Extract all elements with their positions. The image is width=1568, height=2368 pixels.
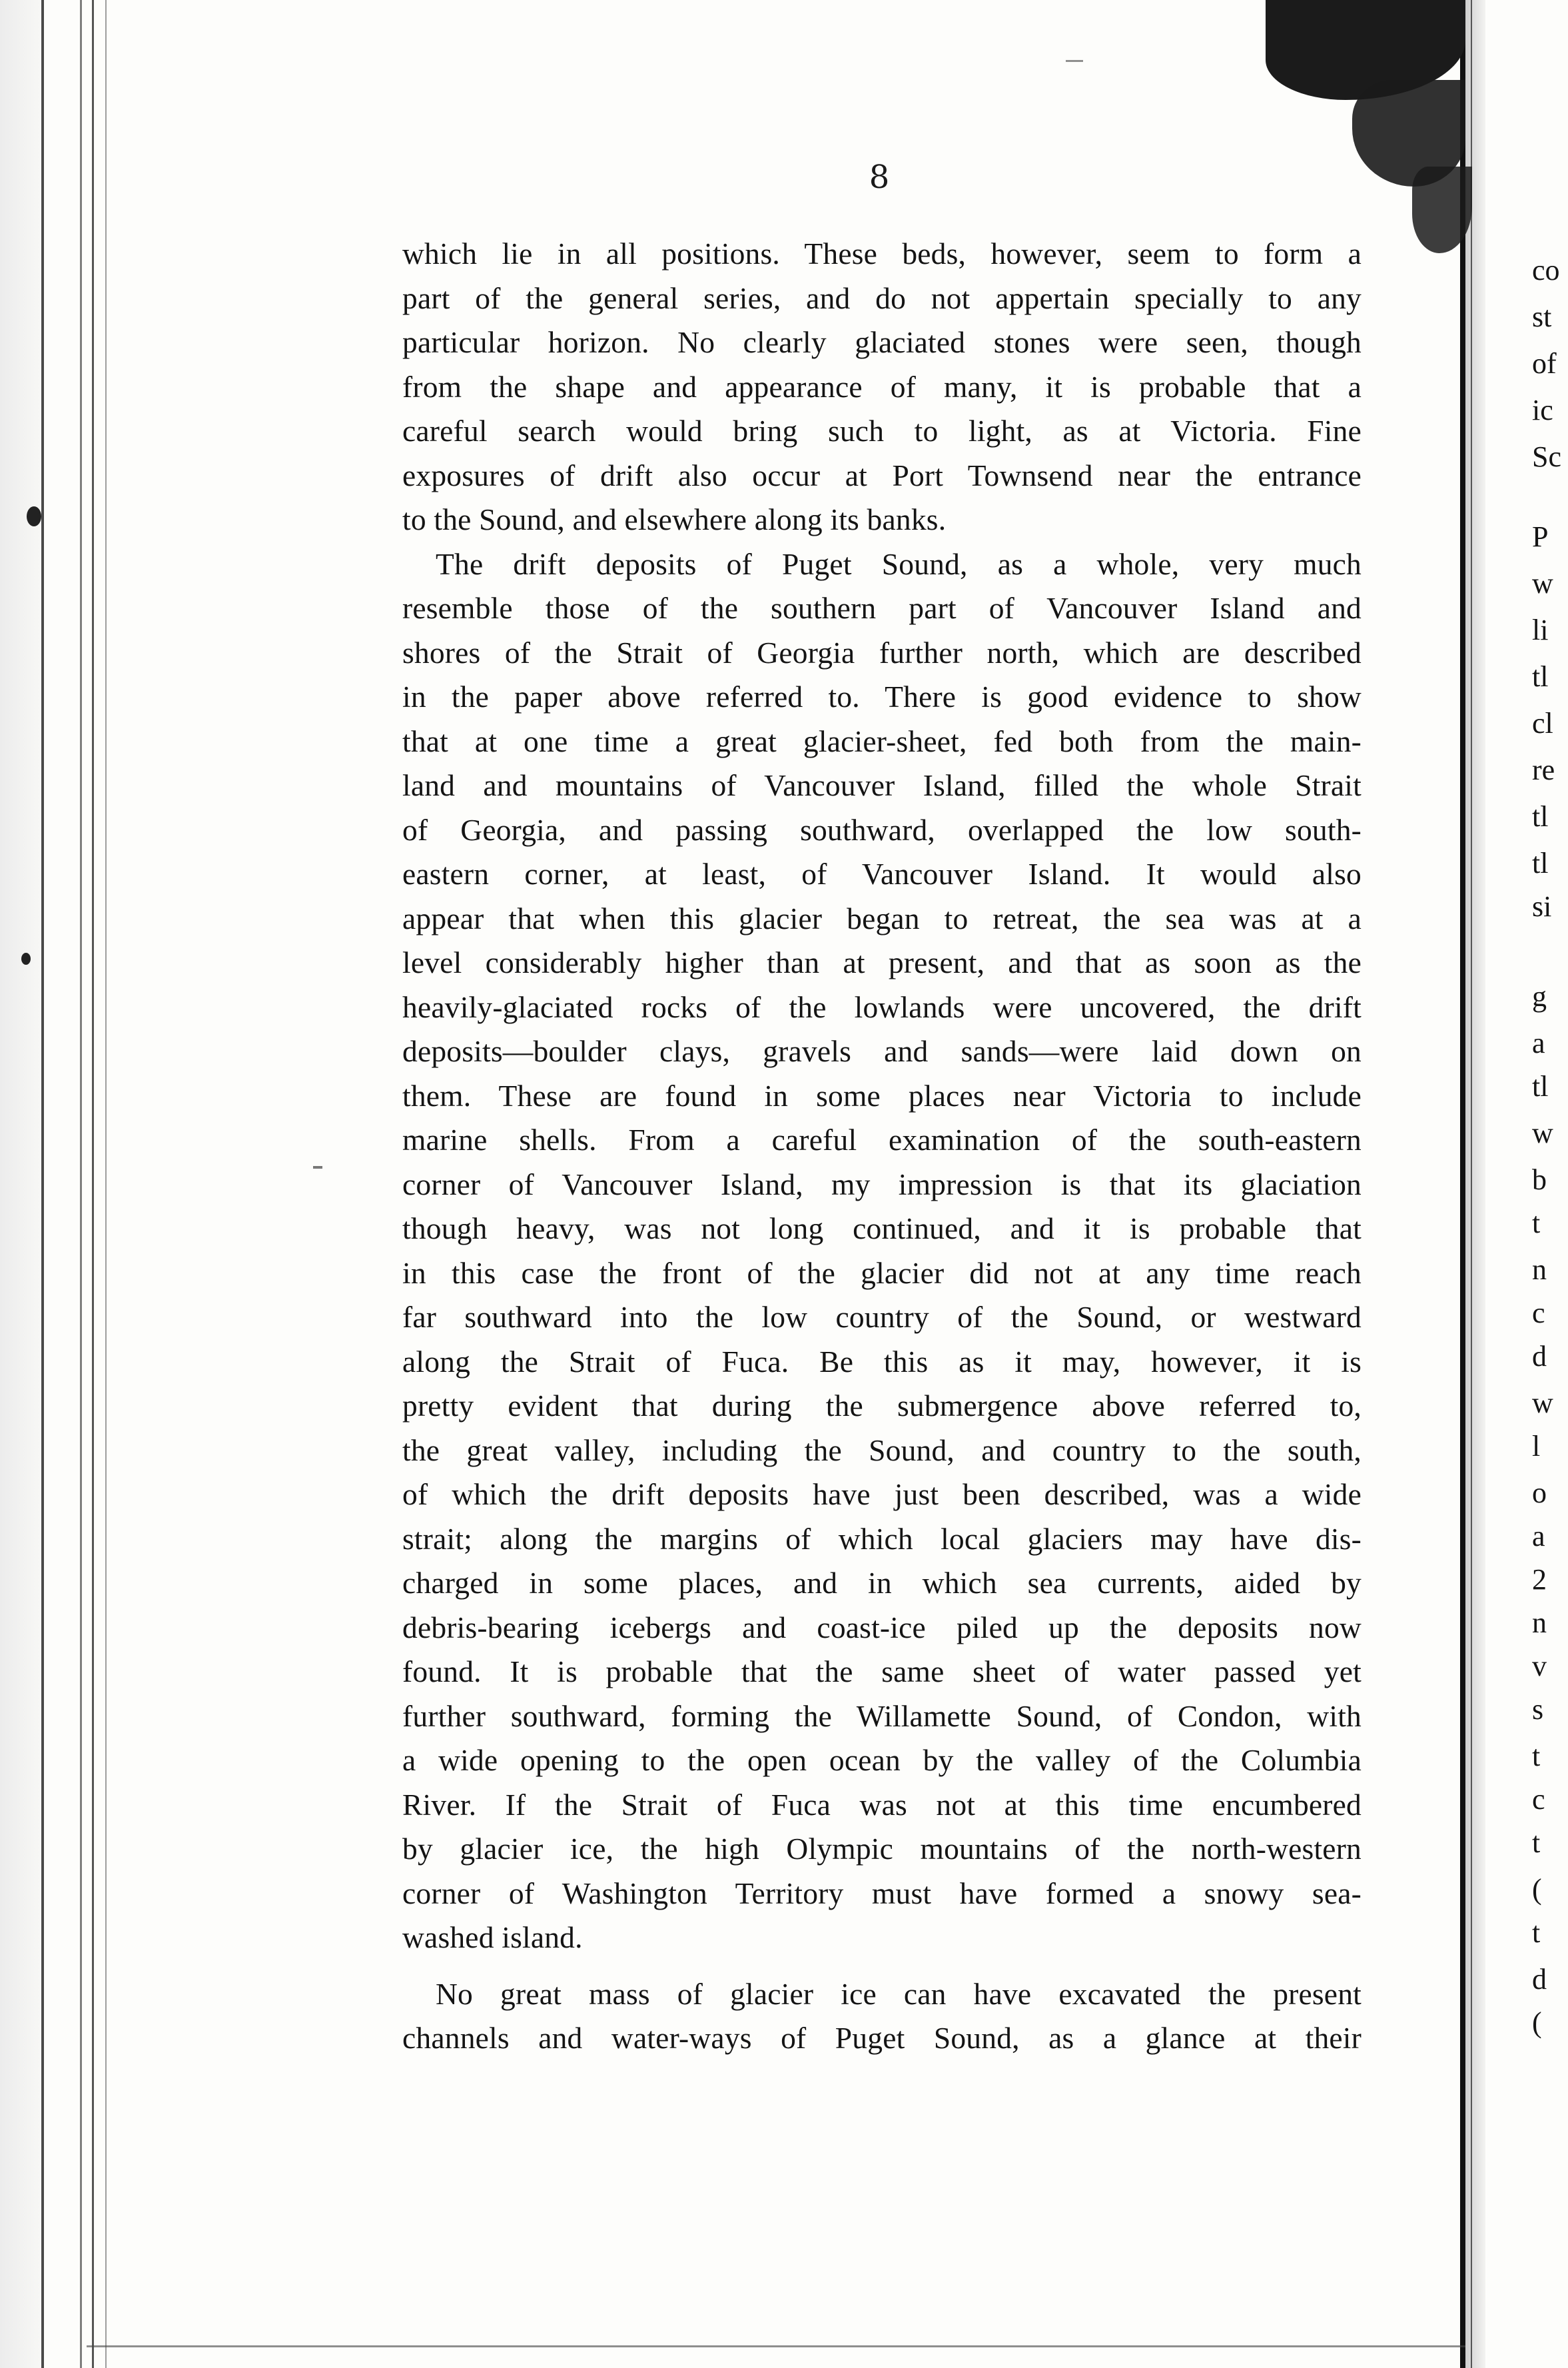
text-line: River. If the Strait of Fuca was not at this time encumbered <box>402 1787 1362 1822</box>
text-line: to the Sound, and elsewhere along its banks. <box>402 502 947 536</box>
text-line: of Georgia, and passing southward, overlapped the low south- <box>402 812 1362 847</box>
gutter-line <box>1460 0 1465 2368</box>
facing-page-text: b <box>1532 1163 1547 1196</box>
text-line: charged in some places, and in which sea currents, aided by <box>402 1566 1362 1600</box>
text-line: though heavy, was not long continued, and it is probable that <box>402 1211 1362 1245</box>
facing-page-text: li <box>1532 614 1549 646</box>
facing-page-text: g <box>1532 980 1547 1013</box>
text-line: corner of Vancouver Island, my impression is that its glaciation <box>402 1167 1362 1201</box>
facing-page-text: d <box>1532 1963 1547 1996</box>
text-line: part of the general series, and do not appertain specially to any <box>402 281 1362 315</box>
text-line: The drift deposits of Puget Sound, as a whole, very much <box>436 546 1362 581</box>
text-line: marine shells. From a careful examination of the south-eastern <box>402 1123 1362 1157</box>
text-line: eastern corner, at least, of Vancouver Island. It would also <box>402 857 1362 891</box>
text-line: in this case the front of the glacier did not at any time reach <box>402 1255 1362 1290</box>
text-line: in the paper above referred to. There is good evidence to show <box>402 680 1362 714</box>
text-line: them. These are found in some places near Victoria to include <box>402 1078 1362 1113</box>
text-line: which lie in all positions. These beds, however, seem to form a <box>402 237 1362 271</box>
facing-page-text: s <box>1532 1693 1544 1726</box>
text-line: exposures of drift also occur at Port Townsend near the entrance <box>402 458 1362 492</box>
text-line: appear that when this glacier began to retreat, the sea was at a <box>402 901 1362 935</box>
text-line: debris-bearing icebergs and coast-ice piled up the deposits now <box>402 1610 1362 1644</box>
paragraph <box>402 232 1362 542</box>
page-number: 8 <box>869 159 890 196</box>
text-line: by glacier ice, the high Olympic mountains of the north-western <box>402 1832 1362 1866</box>
facing-page-text: t <box>1532 1207 1541 1239</box>
text-line: of which the drift deposits have just been described, was a wide <box>402 1477 1362 1511</box>
facing-page-text: a <box>1532 1520 1545 1552</box>
text-line: shores of the Strait of Georgia further north, which are described <box>402 635 1362 670</box>
paragraph <box>402 542 1362 1960</box>
binding-edge-line <box>92 0 94 2368</box>
text-line: from the shape and appearance of many, it is probable that a <box>402 369 1362 404</box>
facing-page-text: a <box>1532 1027 1545 1059</box>
text-line: along the Strait of Fuca. Be this as it may, however, it is <box>402 1344 1362 1379</box>
facing-page-text: co <box>1532 254 1560 287</box>
facing-page-text: tl <box>1532 1070 1549 1103</box>
facing-page-text: c <box>1532 1297 1545 1329</box>
scan-speck <box>1066 60 1083 62</box>
text-line: corner of Washington Territory must have formed a snowy sea- <box>402 1876 1362 1910</box>
scan-speck <box>27 506 41 526</box>
text-line: washed island. <box>402 1920 583 1954</box>
text-line: particular horizon. No clearly glaciated stones were seen, though <box>402 325 1362 359</box>
facing-page-text: t <box>1532 1916 1541 1949</box>
facing-page-text: t <box>1532 1826 1541 1859</box>
body-text <box>402 232 1362 2061</box>
text-line: careful search would bring such to light, as at Victoria. Fine <box>402 414 1362 448</box>
paragraph <box>402 1972 1362 2061</box>
text-line: deposits—boulder clays, gravels and sands—were laid down on <box>402 1034 1362 1068</box>
text-line: far southward into the low country of the Sound, or westward <box>402 1300 1362 1334</box>
text-line: land and mountains of Vancouver Island, filled the whole Strait <box>402 768 1362 802</box>
facing-page-text: si <box>1532 890 1552 923</box>
facing-page-text: 2 <box>1532 1563 1547 1596</box>
facing-page-text: w <box>1532 1117 1553 1149</box>
facing-page-text: n <box>1532 1606 1547 1639</box>
facing-page-text: l <box>1532 1430 1541 1463</box>
facing-page-text: cl <box>1532 707 1553 740</box>
binding-edge-line <box>105 0 107 2368</box>
gutter-line <box>1471 0 1472 2368</box>
binding-edge-line <box>41 0 44 2368</box>
facing-page-text: Sc <box>1532 440 1561 473</box>
facing-page-text: n <box>1532 1253 1547 1286</box>
facing-page-fragment <box>1532 0 1568 2368</box>
scan-speck <box>313 1166 322 1169</box>
facing-page-text: w <box>1532 567 1553 600</box>
page-bottom-edge <box>87 2345 1465 2347</box>
paragraph-gap <box>402 1960 1362 1972</box>
text-line: heavily-glaciated rocks of the lowlands were uncovered, the drift <box>402 989 1362 1024</box>
text-line: further southward, forming the Willamette Sound, of Condon, with <box>402 1698 1362 1733</box>
facing-page-text: of <box>1532 347 1557 380</box>
facing-page-text: tl <box>1532 800 1549 833</box>
text-line: a wide opening to the open ocean by the valley of the Columbia <box>402 1743 1362 1777</box>
facing-page-text: tl <box>1532 660 1549 693</box>
text-line: found. It is probable that the same sheet of water passed yet <box>402 1654 1362 1688</box>
text-line: No great mass of glacier ice can have excavated the present <box>436 1976 1362 2011</box>
facing-page-text: o <box>1532 1477 1547 1509</box>
text-line: strait; along the margins of which local glaciers may have dis- <box>402 1521 1362 1556</box>
scan-speck <box>21 953 31 965</box>
facing-page-text: ic <box>1532 394 1553 426</box>
facing-page-text: w <box>1532 1387 1553 1419</box>
text-line: channels and water-ways of Puget Sound, as a glance at their <box>402 2021 1362 2055</box>
facing-page-text: t <box>1532 1740 1541 1772</box>
facing-page-text: st <box>1532 300 1552 333</box>
facing-page-text: P <box>1532 520 1549 553</box>
gutter-shadow <box>1465 0 1485 2368</box>
text-line: that at one time a great glacier-sheet, fed both from the main- <box>402 724 1362 758</box>
facing-page-text: ( <box>1532 2006 1542 2039</box>
facing-page-text: c <box>1532 1783 1545 1816</box>
text-line: the great valley, including the Sound, and country to the south, <box>402 1433 1362 1467</box>
text-line: resemble those of the southern part of Vancouver Island and <box>402 591 1362 625</box>
facing-page-text: d <box>1532 1340 1547 1373</box>
facing-page-text: tl <box>1532 847 1549 880</box>
binding-edge-line <box>80 0 82 2368</box>
text-line: pretty evident that during the submergence above referred to, <box>402 1389 1362 1423</box>
left-page-shadow <box>0 0 40 2368</box>
facing-page-text: ( <box>1532 1873 1542 1906</box>
text-line: level considerably higher than at present, and that as soon as the <box>402 945 1362 979</box>
facing-page-text: re <box>1532 754 1555 786</box>
facing-page-text: v <box>1532 1650 1547 1682</box>
